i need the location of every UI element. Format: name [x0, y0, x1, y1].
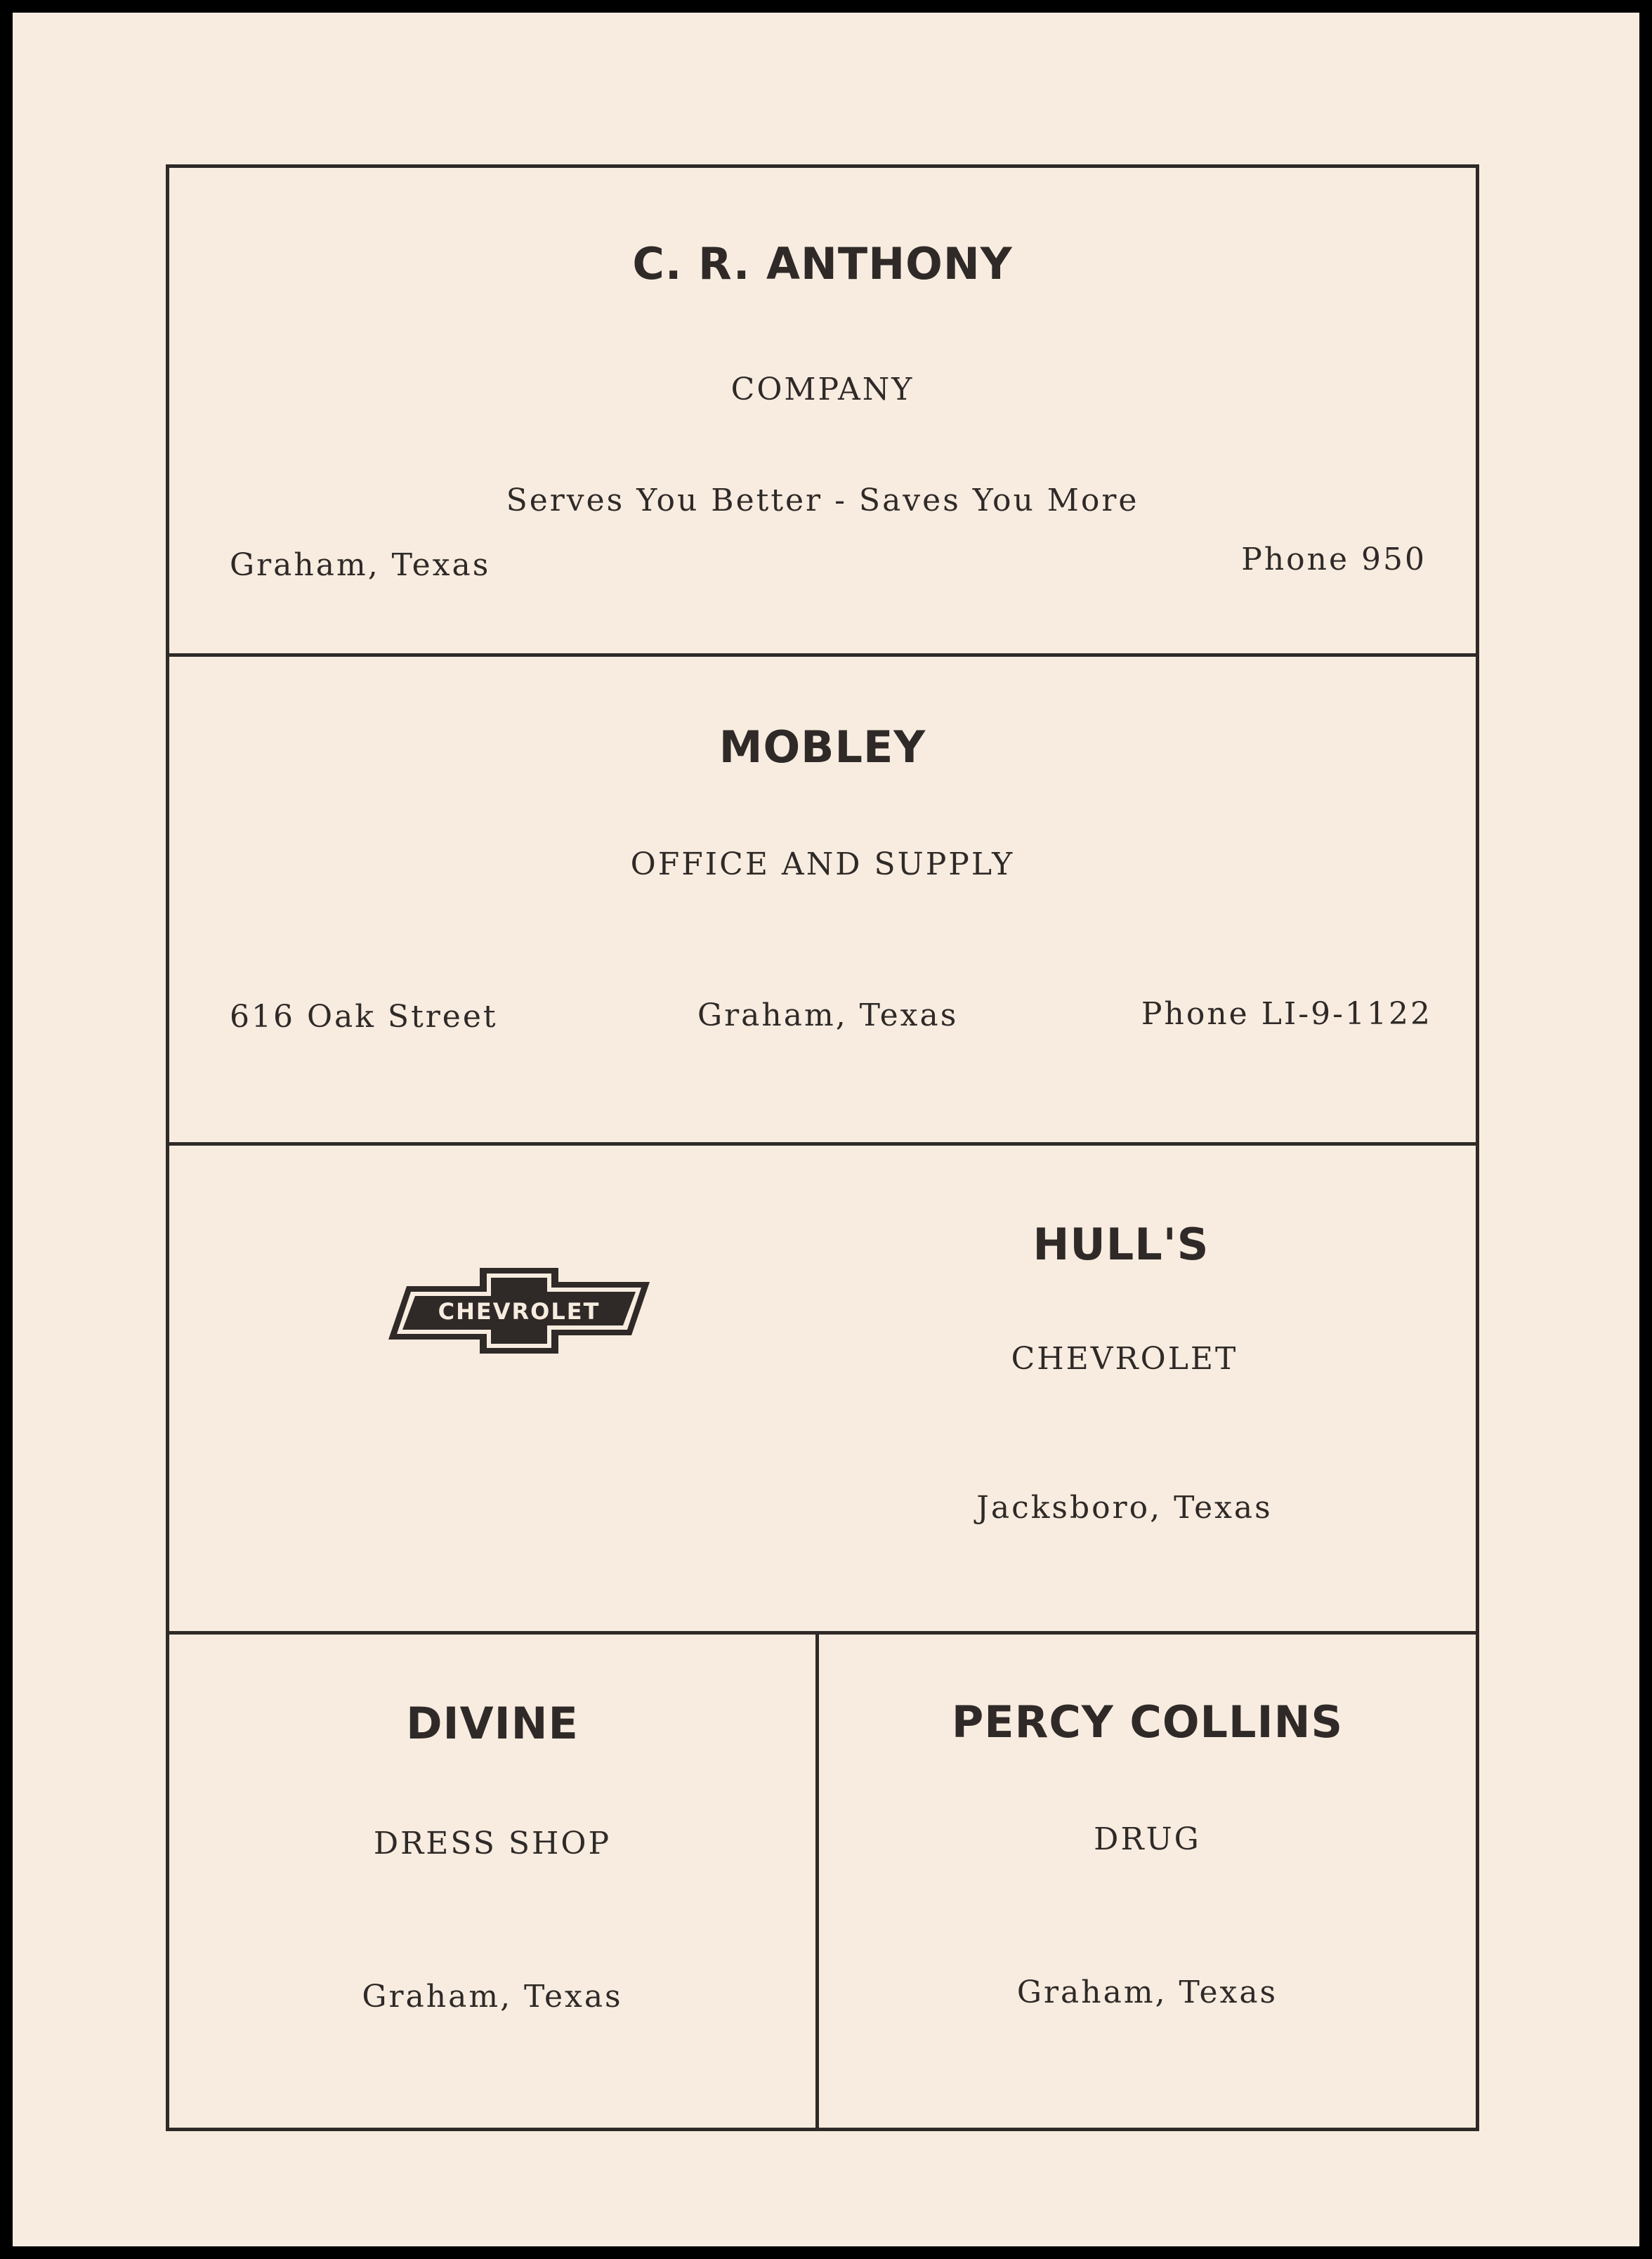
- ad-anthony-type: COMPANY: [730, 372, 914, 407]
- ad-anthony-phone: Phone 950: [1241, 542, 1427, 577]
- ad-divine-type: DRESS SHOP: [373, 1826, 612, 1861]
- page: [13, 13, 1639, 2246]
- ad-mobley-name: MOBLEY: [719, 721, 926, 773]
- ad-divine-name: DIVINE: [406, 1698, 579, 1749]
- ad-anthony-name: C. R. ANTHONY: [632, 238, 1013, 289]
- ad-mobley-type: OFFICE AND SUPPLY: [630, 846, 1015, 882]
- ad-hulls-location: Jacksboro, Texas: [976, 1490, 1273, 1526]
- ad-hulls-type: CHEVROLET: [1011, 1341, 1238, 1377]
- ad-percy-collins-type: DRUG: [1094, 1821, 1201, 1857]
- ad-percy-collins-location: Graham, Texas: [1016, 1975, 1278, 2010]
- advertisement-grid: [166, 164, 1479, 2131]
- ad-divine-location: Graham, Texas: [362, 1979, 623, 2015]
- chevrolet-bowtie-logo: [388, 1265, 650, 1356]
- ad-percy-collins-name: PERCY COLLINS: [951, 1696, 1344, 1748]
- ad-anthony-slogan: Serves You Better - Saves You More: [506, 483, 1139, 518]
- ad-mobley: [169, 657, 1476, 1146]
- ad-anthony: [169, 168, 1476, 657]
- ad-hulls: [169, 1146, 1476, 1635]
- ad-anthony-location: Graham, Texas: [230, 547, 491, 583]
- ad-percy-collins: [819, 1635, 1476, 2128]
- ad-hulls-name: HULL'S: [1032, 1219, 1210, 1270]
- ad-mobley-location: Graham, Texas: [697, 997, 959, 1033]
- ad-mobley-phone: Phone LI-9-1122: [1141, 996, 1432, 1032]
- ad-divine: [169, 1635, 819, 2128]
- logo-text: CHEVROLET: [438, 1298, 601, 1325]
- ad-mobley-address: 616 Oak Street: [230, 999, 498, 1035]
